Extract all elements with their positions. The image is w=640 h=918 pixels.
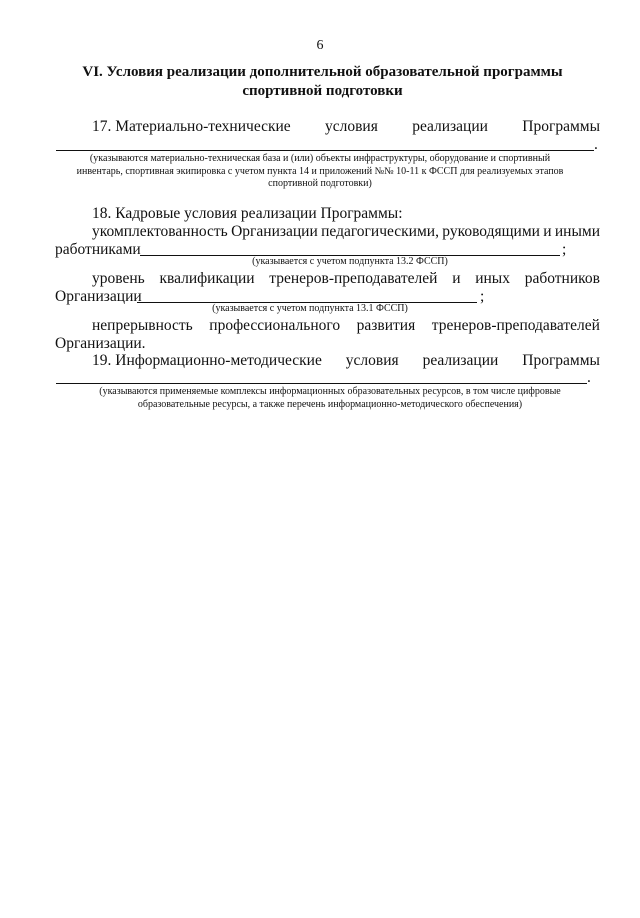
item-19-word: условия: [345, 352, 399, 369]
item-17-line: [92, 117, 600, 137]
item-19-note: (указываются применяемые комплексы информационных образовательных ресурсов, в том числе цифровые образовательные ресурсы, а также перечень информационно-методического обеспечения): [99, 386, 561, 410]
staffing-word: Организации: [231, 223, 318, 240]
qualification-word: иных: [475, 270, 510, 287]
item-19-end-mark: .: [587, 369, 591, 386]
item-17-end-mark: .: [594, 136, 598, 153]
item-17-word: условия: [325, 118, 378, 135]
item-18-qualification-line: [92, 269, 600, 289]
staffing-continuation: работниками: [55, 241, 141, 258]
qualification-word: уровень: [92, 270, 145, 287]
item-17-note: (указываются материально-техническая база и (или) объекты инфраструктуры, оборудование и спортивный инвентарь, спортивная экипировка с учетом пункта 14 и приложений №№ 10-11 к ФССП для реализуемых этапов спортивной подготовки): [76, 153, 564, 189]
item-19-word: реализации: [422, 352, 499, 369]
item-18-development-line: [92, 316, 600, 336]
qualification-word: квалификации: [159, 270, 255, 287]
item-19-word: 19. Информационно-методические: [92, 352, 322, 369]
item-17-word: реализации: [412, 118, 488, 135]
qualification-continuation: Организации: [55, 288, 142, 305]
development-word: тренеров-преподавателей: [431, 317, 600, 334]
page-number: 6: [316, 38, 324, 53]
staffing-note: (указывается с учетом подпункта 13.2 ФССП): [252, 256, 448, 267]
section-title: VI. Условия реализации дополнительной образовательной программы спортивной подготовки: [82, 64, 563, 99]
staffing-word: и: [543, 223, 552, 240]
item-19-word: Программы: [522, 352, 600, 369]
staffing-word: педагогическими,: [321, 223, 439, 240]
qualification-word: и: [452, 270, 461, 287]
qualification-word: тренеров-преподавателей: [269, 270, 438, 287]
qualification-note: (указывается с учетом подпункта 13.1 ФССП): [212, 303, 408, 314]
staffing-end-mark: ;: [562, 241, 567, 258]
item-17-fill-line: [56, 150, 594, 151]
qualification-end-mark: ;: [480, 288, 485, 305]
development-word: непрерывность: [92, 317, 193, 334]
item-18-title: 18. Кадровые условия реализации Программы:: [92, 205, 403, 222]
item-19-fill-line: [56, 383, 587, 384]
qualification-word: работников: [524, 270, 600, 287]
staffing-word: укомплектованность: [92, 223, 228, 240]
item-17-word: Программы: [522, 118, 600, 135]
development-word: развития: [356, 317, 416, 334]
item-17-word: 17. Материально-технические: [92, 118, 291, 135]
development-word: профессионального: [209, 317, 341, 334]
staffing-word: руководящими: [442, 223, 540, 240]
development-continuation: Организации.: [55, 335, 146, 352]
item-18-staffing-line: [92, 222, 600, 242]
staffing-word: иными: [554, 223, 600, 240]
item-19-line: [92, 351, 600, 371]
